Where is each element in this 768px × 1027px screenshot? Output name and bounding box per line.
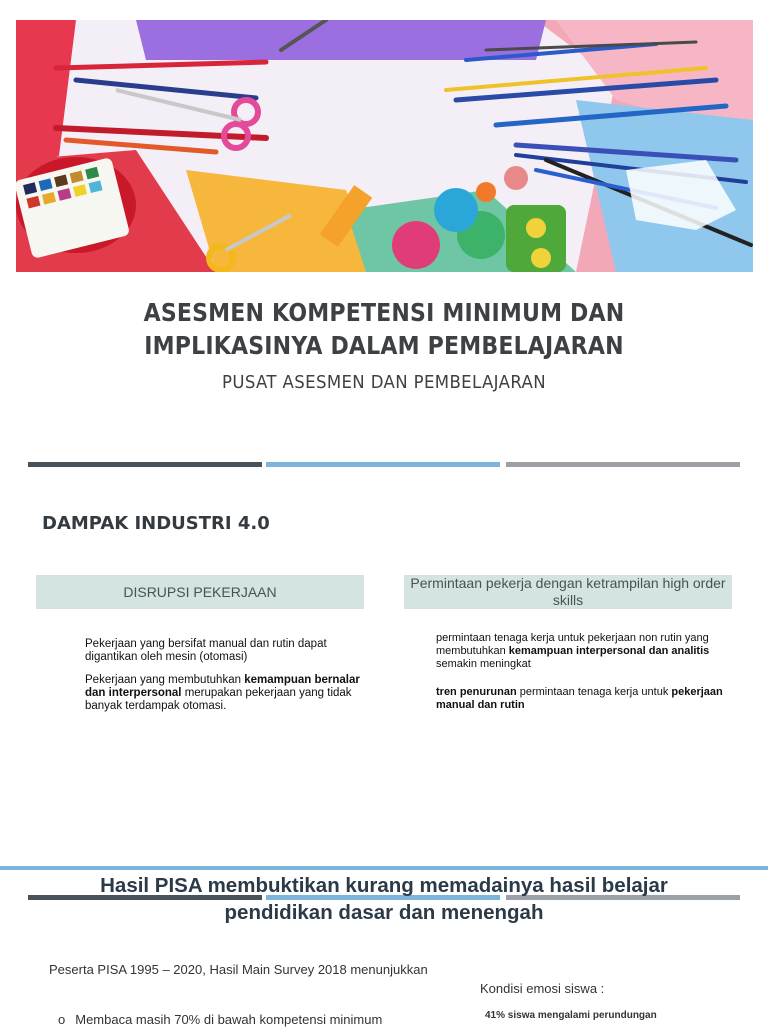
emotion-label: Kondisi emosi siswa :	[480, 981, 605, 996]
permintaan-label: Permintaan pekerja dengan ketrampilan high order skills	[410, 575, 726, 608]
right-para1-text-end: semakin meningkat	[436, 658, 531, 670]
disrupsi-box	[36, 575, 364, 609]
permintaan-box	[404, 575, 732, 609]
bullet-marker: o	[58, 1012, 66, 1027]
bullet-text: Membaca masih 70% di bawah kompetensi minimum	[75, 1012, 383, 1027]
left-paragraph-2	[85, 674, 370, 713]
right-para1-text: permintaan tenaga kerja untuk pekerjaan non rutin yang membutuhkan	[436, 632, 709, 657]
left-paragraph-1: Pekerjaan yang bersifat manual dan rutin dapat digantikan oleh mesin (otomasi)	[85, 638, 327, 663]
pisa-title	[0, 872, 768, 926]
right-para1-bold: kemampuan interpersonal dan analitis	[508, 645, 710, 657]
divider-bar-gray	[506, 462, 740, 467]
hero-illustration	[16, 20, 753, 272]
right-paragraph-2	[436, 686, 726, 712]
right-para2-bold: tren penurunan	[436, 686, 517, 698]
bullet-item-1	[58, 1012, 382, 1027]
left-para2-text: Pekerjaan yang membutuhkan	[85, 674, 245, 686]
disrupsi-label: DISRUPSI PEKERJAAN	[123, 584, 277, 600]
title-main	[38, 296, 729, 362]
divider-bar-dark	[28, 462, 262, 467]
pisa-title-line-2: pendidikan dasar dan menengah	[224, 901, 544, 924]
right-para2-text: permintaan tenaga kerja untuk	[516, 686, 672, 698]
slide3-top-border	[0, 866, 768, 870]
right-para2-bold-end: pekerjaan manual dan rutin	[436, 686, 723, 711]
emotion-stat: 41% siswa mengalami perundungan	[485, 1010, 657, 1021]
pisa-title-line-1: Hasil PISA membuktikan kurang memadainya hasil belajar	[100, 874, 668, 897]
left-para2-text-end: merupakan pekerjaan yang tidak banyak terdampak otomasi.	[85, 687, 352, 712]
title-line-2: IMPLIKASINYA DALAM PEMBELAJARAN	[144, 331, 624, 360]
section-heading: DAMPAK INDUSTRI 4.0	[42, 513, 270, 534]
title-subtitle: PUSAT ASESMEN DAN PEMBELAJARAN	[221, 372, 547, 393]
divider-bar-blue	[266, 462, 500, 467]
pisa-intro: Peserta PISA 1995 – 2020, Hasil Main Survey 2018 menunjukkan	[49, 962, 428, 977]
right-paragraph-1	[436, 632, 726, 671]
title-line-1: ASESMEN KOMPETENSI MINIMUM DAN	[143, 298, 625, 327]
left-para2-bold: kemampuan bernalar dan interpersonal	[85, 674, 360, 699]
